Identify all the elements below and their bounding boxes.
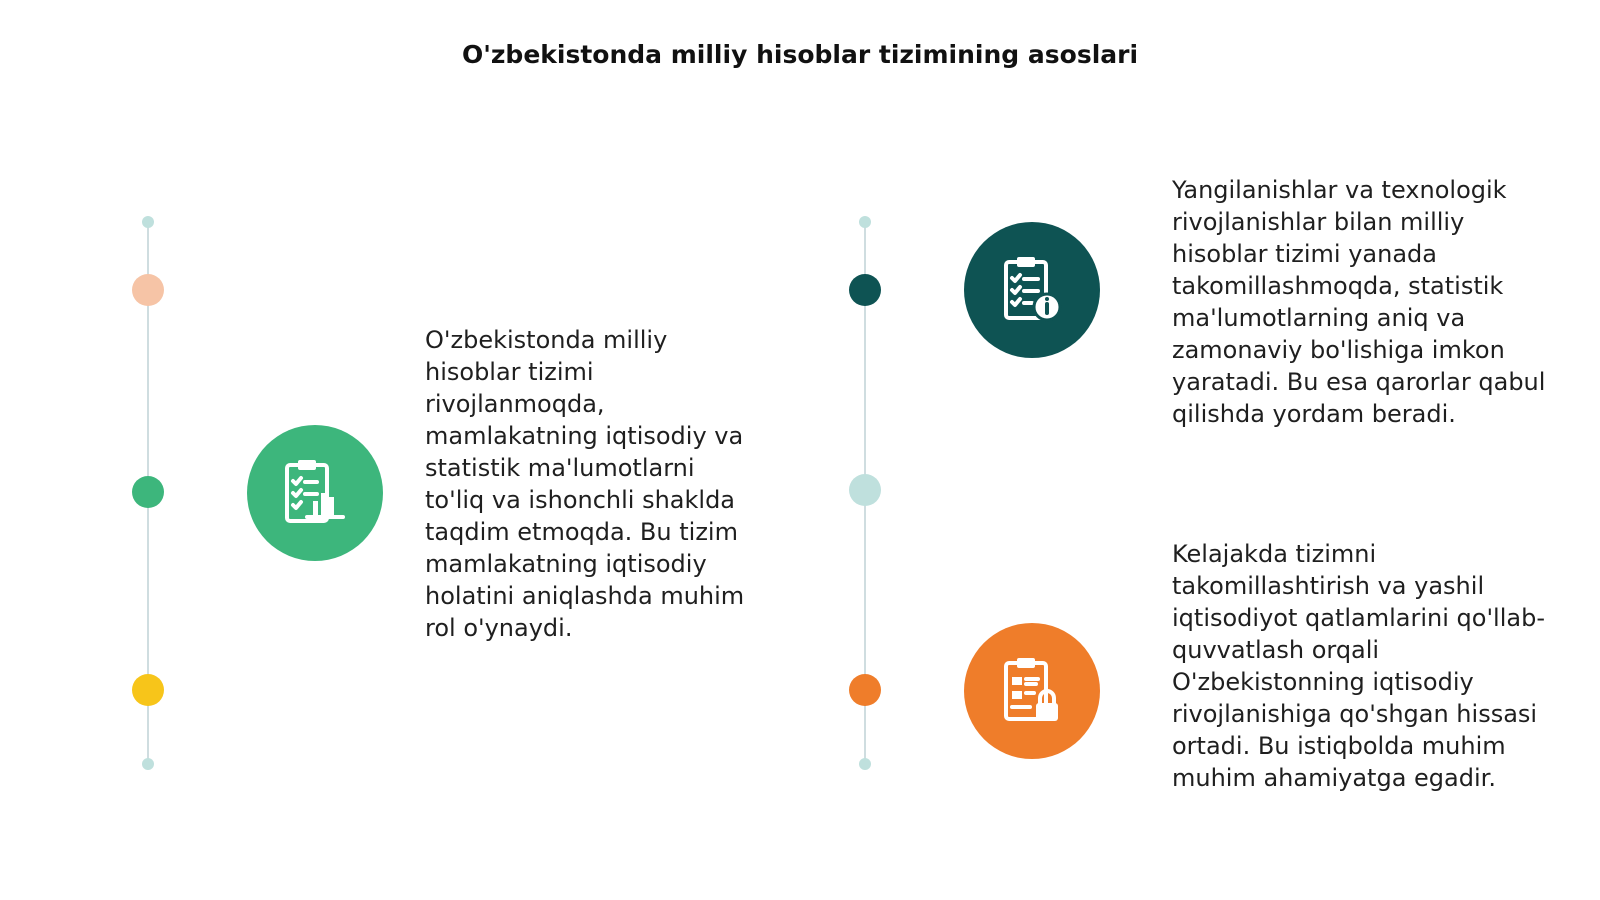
timeline-endpoint-top	[859, 216, 871, 228]
clipboard-chart-icon	[247, 425, 383, 561]
item-text: O'zbekistonda milliy hisoblar tizimi rivojlanmoqda, mamlakatning iqtisodiy va statistik ma'lumotlarni to'liq va ishonchli shaklda taqdim etmoqda. Bu tizim mamlakatning iqtisodiy holatini aniqlashda muhim rol o'ynaydi.	[425, 326, 745, 642]
timeline-endpoint-top	[142, 216, 154, 228]
timeline-marker-teal	[849, 274, 881, 306]
timeline-endpoint-bottom	[142, 758, 154, 770]
clipboard-lock-icon	[964, 623, 1100, 759]
item-text: Kelajakda tizimni takomillashtirish va yashil iqtisodiyot qatlamlarini qo'llab-quvvatlash orqali O'zbekistonning iqtisodiy rivojlanishiga qo'shgan hissasi ortadi. Bu istiqbolda muhim muhim ahamiyatga egadir.	[1172, 540, 1545, 792]
item-text: Yangilanishlar va texnologik rivojlanishlar bilan milliy hisoblar tizimi yanada takomillashmoqda, statistik ma'lumotlarning aniq va zamonaviy bo'lishiga imkon yaratadi. Bu esa qarorlar qabul qilishda yordam beradi.	[1172, 176, 1546, 428]
clipboard-info-icon	[964, 222, 1100, 358]
timeline-marker-light-teal	[849, 474, 881, 506]
timeline-marker-peach	[132, 274, 164, 306]
timeline-marker-yellow	[132, 674, 164, 706]
timeline-marker-orange	[849, 674, 881, 706]
page-title: O'zbekistonda milliy hisoblar tizimining asoslari	[461, 40, 1139, 69]
timeline-endpoint-bottom	[859, 758, 871, 770]
timeline-marker-green	[132, 476, 164, 508]
